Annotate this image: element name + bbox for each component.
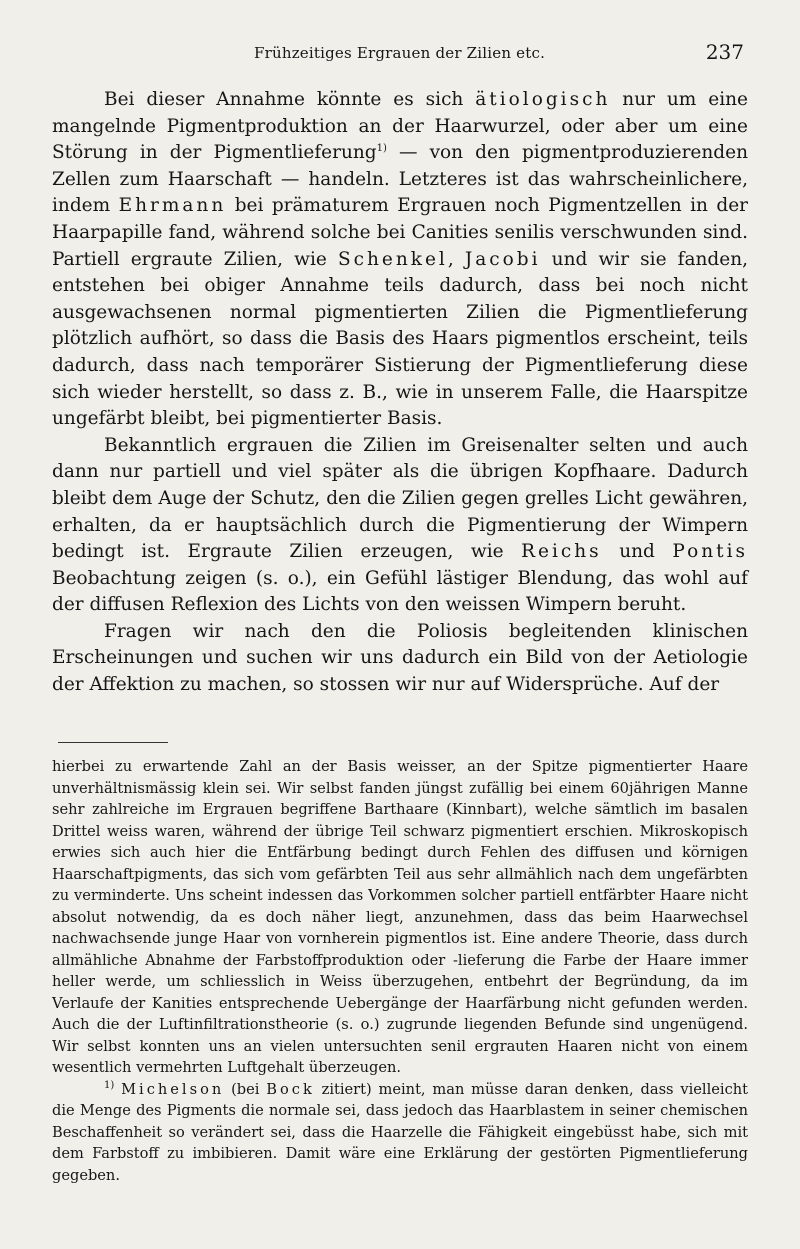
author-name: Reichs [521,541,602,563]
footnote-mark: 1) [104,1079,115,1091]
author-name: Pontis [672,541,748,563]
author-name: Jacobi [464,248,541,270]
footnotes [52,756,748,1186]
author-name: Schenkel [337,248,448,270]
paragraph-2 [52,433,748,619]
text-run: , [447,248,465,270]
author-name: Ehrmann [118,195,227,217]
page-number: 237 [705,40,744,64]
body-text [52,87,748,699]
spaced-term: ätiologisch [475,89,611,110]
footnote-divider [58,742,168,743]
running-title: Frühzeitiges Ergrauen der Zilien etc. [254,44,546,62]
text-run: Bekanntlich ergrauen die Zilien im Greisenalter selten und auch dann nur partiell und viel später als die übrigen Kopfhaare. Dadurch bleibt dem Auge der Schutz, den die Zilien gegen grelles Licht gewähren, erhalten, da er hauptsächlich durch die Pigmentierung der Wimpern bedingt ist. Ergraute Zilien erzeugen, wie [52,434,748,563]
footnote-reference: 1) [376,143,387,155]
text-run: (bei [224,1080,267,1098]
author-name: Michelson [121,1080,225,1098]
author-name: Bock [266,1080,315,1098]
text-run: Beobachtung zeigen (s. o.), ein Gefühl lästiger Blendung, das wohl auf der diffusen Reflexion des Lichts von den weissen Wimpern beruht. [52,567,748,616]
text-run: bei prämaturem Ergrauen noch Pigmentzellen in der Haarpapille fand, während solche bei Canities senilis verschwunden sind. Partiell ergraute Zilien, wie [52,195,748,270]
text-run: und [601,541,673,563]
paragraph-1 [52,87,748,433]
paragraph-3 [52,619,748,699]
text-run: und wir sie fanden, entstehen bei obiger Annahme teils dadurch, dass bei noch nicht ausgewachsenen normal pigmentierten Zilien die Pigmentlieferung plötzlich aufhört, so dass die Basis des Haars pigmentlos erscheint, teils dadurch, dass nach temporärer Sistierung der Pigmentlieferung diese sich wieder herstellt, so dass z. B., wie in unserem Falle, die Haarspitze ungefärbt bleibt, bei pigmentierter Basis. [52,248,749,430]
text-run: Bei dieser Annahme könnte es sich [104,89,476,110]
text-run: nur um eine mangelnde Pigmentproduktion an der Haarwurzel, oder aber um eine Störung in der Pigmentlieferung [52,89,748,164]
footnote-continuation: hierbei zu erwartende Zahl an der Basis weisser, an der Spitze pigmentierter Haare unverhältnismässig klein sei. Wir selbst fanden jüngst zufällig bei einem 60jährigen Manne sehr zahlreiche im Ergrauen begriffene Barthaare (Kinnbart), welche sämtlich im basalen Drittel weiss waren, während der übrige Teil schwarz pigmentiert erschien. Mikroskopisch erwies sich auch hier die Entfärbung bedingt durch Fehlen des diffusen und körnigen Haarschaftpigments, das sich vom gefärbten Teil aus sehr allmählich nach dem ungefärbten zu verminderte. Uns scheint indessen das Vorkommen solcher partiell entfärbter Haare nicht absolut notwendig, da es doch näher liegt, anzunehmen, dass das beim Haarwechsel nachwachsende junge Haar von vornherein pigmentlos ist. Eine andere Theorie, dass durch allmähliche Abnahme der Farbstoffproduktion oder -lieferung die Farbe der Haare immer heller werde, um schliesslich in Weiss überzugehen, entbehrt der Begründung, da im Verlaufe der Kanities entsprechende Uebergänge der Haarfärbung nicht gefunden werden. Auch die der Luftinfiltrationstheorie (s. o.) zugrunde liegenden Befunde sind ungenügend. Wir selbst konnten uns an vielen untersuchten senil ergrauten Haaren nicht von einem wesentlich vermehrten Luftgehalt überzeugen. [52,758,748,1076]
text-run: Fragen wir nach den die Poliosis begleitenden klinischen Erscheinungen und suchen wir uns dadurch ein Bild von der Aetiologie der Affektion zu machen, so stossen wir nur auf Widersprüche. Auf der [52,620,748,696]
footnote-1 [52,1079,748,1187]
text-run: zitiert) meint, man müsse daran denken, dass vielleicht die Menge des Pigments die normale sei, dass jedoch das Haarblastem in seiner chemischen Beschaffenheit so verändert sei, dass die Haarzelle die Fähigkeit eingebüsst habe, sich mit dem Farbstoff zu imbibieren. Damit wäre eine Erklärung der gestörten Pigmentlieferung gegeben. [52,1080,749,1184]
text-run: — von den pigmentproduzierenden Zellen zum Haarschaft — handeln. Letzteres ist das wahrscheinlichere, indem [52,142,748,217]
running-header [52,42,748,66]
